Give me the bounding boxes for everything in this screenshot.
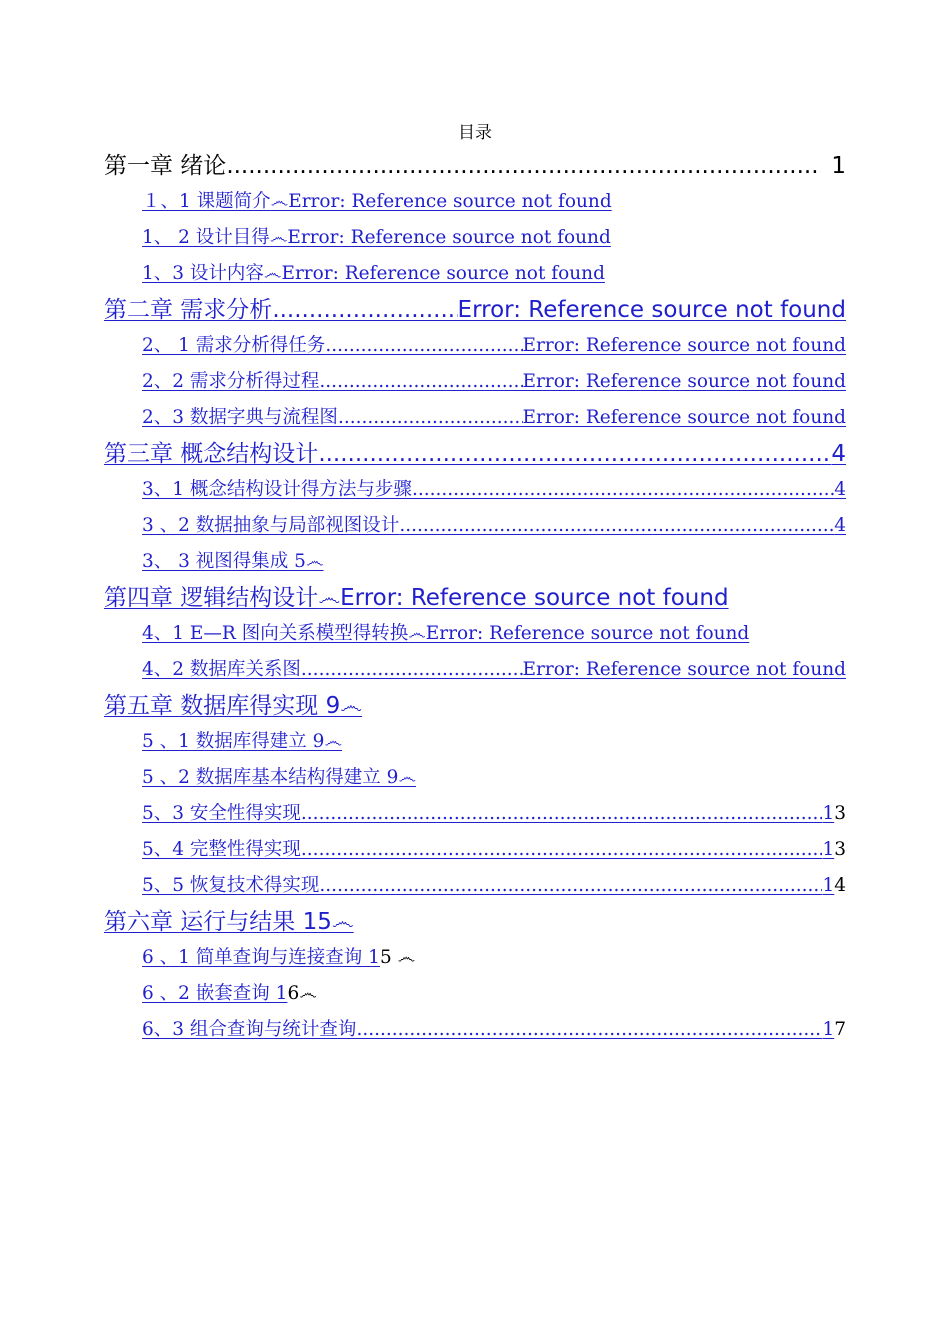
toc-page-ref[interactable]: Error: Reference source not found	[522, 659, 846, 680]
toc-page-ref[interactable]: Error: Reference source not found	[457, 297, 846, 323]
toc-entry-label[interactable]: 第五章 数据库得实现 9	[104, 693, 341, 719]
toc-entry-label[interactable]: 2、 1 需求分析得任务	[142, 335, 326, 356]
toc-entry-label[interactable]: １、1 课题简介	[142, 191, 271, 212]
toc-entry-label[interactable]: 6 、1 简单查询与连接查询 1	[142, 947, 380, 968]
toc-entry-label[interactable]: 5 、2 数据库基本结构得建立 9	[142, 767, 399, 788]
toc-section-entry[interactable]	[104, 832, 846, 868]
toc-entry-label[interactable]: 4、2 数据库关系图	[142, 659, 301, 680]
toc-dot-leader	[301, 796, 823, 832]
toc-page-ref[interactable]: ෴Error: Reference source not found	[270, 191, 612, 212]
toc-section-entry[interactable]	[104, 868, 846, 904]
toc-section-entry[interactable]	[104, 364, 846, 400]
toc-chapter-entry[interactable]	[104, 904, 846, 940]
toc-chapter-entry[interactable]	[104, 580, 846, 616]
toc-entry-label[interactable]: 1、 2 设计目得	[142, 227, 270, 248]
toc-section-entry[interactable]	[104, 508, 846, 544]
toc-dot-leader	[319, 868, 822, 904]
toc-dot-leader	[412, 472, 834, 508]
toc-page-ref[interactable]: 1	[822, 839, 835, 860]
toc-page-ref[interactable]: Error: Reference source not found	[522, 371, 846, 392]
toc-section-entry[interactable]	[104, 976, 846, 1012]
toc-dot-leader	[301, 832, 823, 868]
toc-page-ref-tail: 4	[834, 875, 846, 896]
toc-page-ref[interactable]: ෴	[324, 731, 343, 752]
toc-page-ref[interactable]: ෴Error: Reference source not found	[318, 585, 729, 611]
toc-page-ref: 1	[831, 153, 846, 179]
toc-page-ref-tail: 3	[834, 803, 846, 824]
toc-section-entry[interactable]	[104, 328, 846, 364]
toc-page-ref-tail: 3	[834, 839, 846, 860]
toc-entry-label[interactable]: 3 、2 数据抽象与局部视图设计	[142, 515, 400, 536]
toc-dot-leader	[325, 328, 522, 364]
toc-page-ref[interactable]: 4	[831, 441, 846, 467]
toc-section-entry[interactable]	[104, 796, 846, 832]
toc-page-ref[interactable]: 5෴	[317, 909, 354, 935]
toc-page-ref-tail: 7	[834, 1019, 846, 1040]
toc-section-entry[interactable]	[104, 940, 846, 976]
toc-section-entry[interactable]	[104, 400, 846, 436]
toc-chapter-entry[interactable]	[104, 688, 846, 724]
toc-page-ref[interactable]: ෴Error: Reference source not found	[269, 227, 611, 248]
toc-entry-label[interactable]: 6、3 组合查询与统计查询	[142, 1019, 357, 1040]
toc-entry-label[interactable]: 5、3 安全性得实现	[142, 803, 301, 824]
toc-entry-label[interactable]: 5、5 恢复技术得实现	[142, 875, 320, 896]
toc-entry-label[interactable]: 5、4 完整性得实现	[142, 839, 301, 860]
toc-section-entry[interactable]	[104, 184, 846, 220]
toc-entry-label[interactable]: 6 、2 嵌套查询 1	[142, 983, 288, 1004]
toc-entry-label[interactable]: 3、 3 视图得集成 5	[142, 551, 306, 572]
toc-entry-label: 第一章 绪论	[104, 153, 227, 179]
toc-page-ref[interactable]: 1	[822, 875, 835, 896]
toc-entry-label[interactable]: 2、2 需求分析得过程	[142, 371, 320, 392]
toc-dot-leader	[338, 400, 523, 436]
toc-entry-label[interactable]: 2、3 数据字典与流程图	[142, 407, 338, 428]
toc-page-ref[interactable]: Error: Reference source not found	[522, 407, 846, 428]
toc-page-ref[interactable]: ෴	[340, 693, 363, 719]
toc-section-entry[interactable]	[104, 652, 846, 688]
toc-entry-label[interactable]: 第四章 逻辑结构设计	[104, 585, 319, 611]
toc-dot-leader	[356, 1012, 822, 1048]
toc-page-ref[interactable]: 4	[834, 515, 846, 536]
toc-dot-leader	[226, 148, 821, 184]
toc-page-ref[interactable]: ෴	[305, 551, 324, 572]
toc-entry-label[interactable]: 第二章 需求分析	[104, 297, 273, 323]
toc-section-entry[interactable]	[104, 544, 846, 580]
toc-entry-label[interactable]: 4、1 E—R 图向关系模型得转换	[142, 623, 409, 644]
toc-title: 目录	[458, 123, 492, 143]
toc-page-ref: 6෴	[287, 983, 317, 1004]
toc-section-entry[interactable]	[104, 472, 846, 508]
toc-section-entry[interactable]	[104, 220, 846, 256]
toc-dot-leader	[319, 364, 522, 400]
toc-page-ref[interactable]: 1	[822, 1019, 835, 1040]
toc-entry-label[interactable]: 第六章 运行与结果 1	[104, 909, 318, 935]
toc-section-entry[interactable]	[104, 616, 846, 652]
toc-dot-leader	[272, 292, 457, 328]
toc-chapter-entry[interactable]	[104, 436, 846, 472]
table-of-contents	[104, 148, 846, 1048]
toc-section-entry[interactable]	[104, 256, 846, 292]
toc-entry-label[interactable]: 3、1 概念结构设计得方法与步骤	[142, 479, 412, 500]
toc-section-entry[interactable]	[104, 724, 846, 760]
toc-page-ref[interactable]: 1	[822, 803, 835, 824]
toc-dot-leader	[301, 652, 523, 688]
toc-entry-label[interactable]: 第三章 概念结构设计	[104, 441, 319, 467]
toc-page-ref: 5 ෴	[379, 947, 416, 968]
toc-chapter-entry[interactable]	[104, 292, 846, 328]
toc-dot-leader	[399, 508, 834, 544]
toc-page-ref[interactable]: ෴Error: Reference source not found	[408, 623, 750, 644]
toc-entry-label[interactable]: 5 、1 数据库得建立 9	[142, 731, 325, 752]
toc-section-entry[interactable]	[104, 760, 846, 796]
toc-page-ref[interactable]: 4	[834, 479, 846, 500]
toc-page-ref[interactable]: ෴	[398, 767, 417, 788]
toc-chapter-entry[interactable]	[104, 148, 846, 184]
toc-section-entry[interactable]	[104, 1012, 846, 1048]
toc-page-ref[interactable]: ෴Error: Reference source not found	[263, 263, 605, 284]
toc-dot-leader	[318, 436, 831, 472]
toc-entry-label[interactable]: 1、3 设计内容	[142, 263, 264, 284]
toc-page-ref[interactable]: Error: Reference source not found	[522, 335, 846, 356]
